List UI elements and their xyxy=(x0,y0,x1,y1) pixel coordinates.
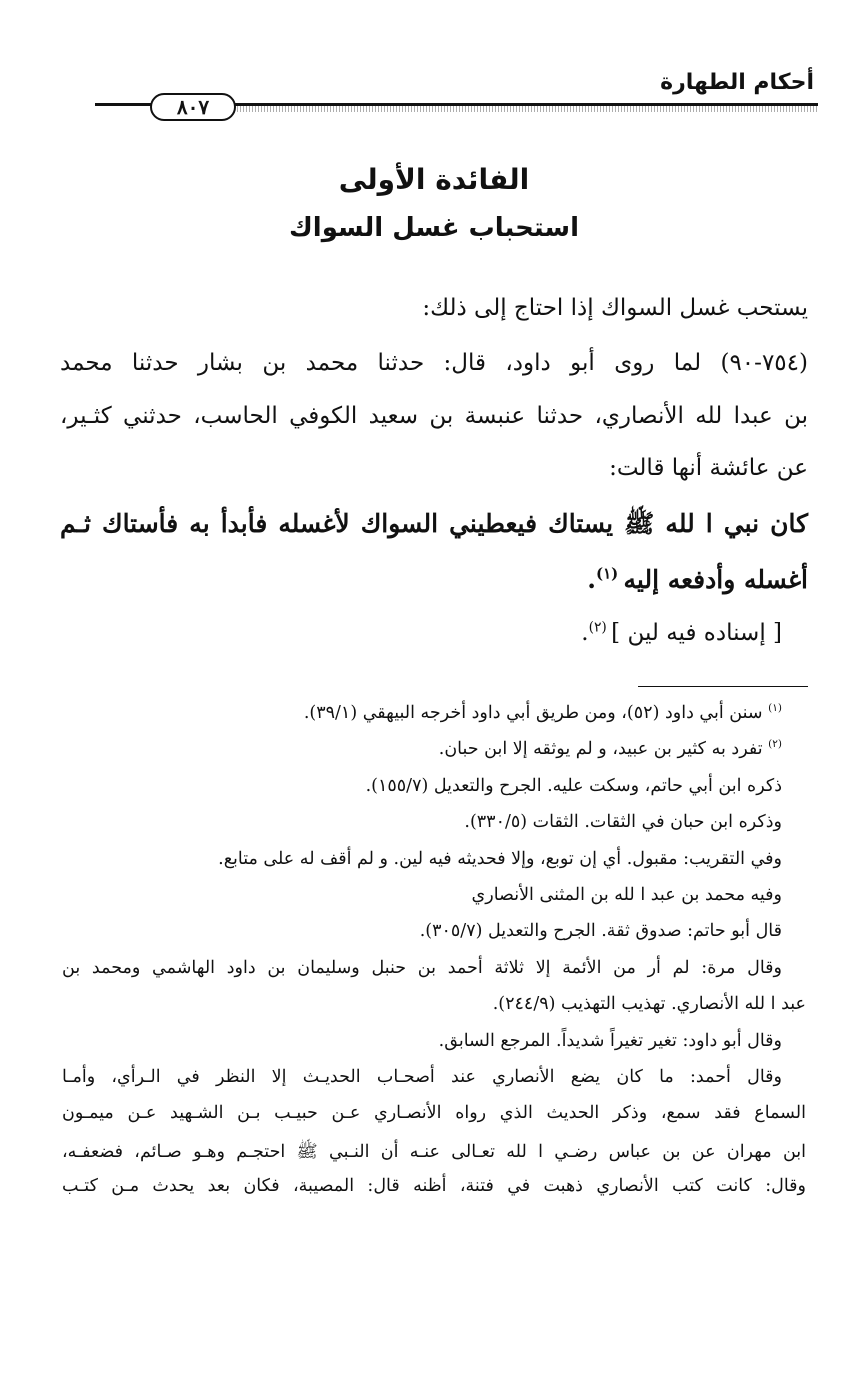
body-line-text: أغسله وأدفعه إليه xyxy=(623,565,808,594)
section-title: الفائدة الأولى xyxy=(338,163,530,196)
footnote-reference[interactable]: (٢) xyxy=(588,619,612,636)
body-line xyxy=(60,455,808,481)
footnote-line xyxy=(62,812,782,832)
footnote-text: وذكره ابن حبان في الثقات. الثقات (٣٣٠/٥). xyxy=(464,812,782,832)
body-line-text: (٧٥٤-٩٠) لما روى أبو داود، قال: حدثنا محمد بن بشار حدثنا محمد xyxy=(60,350,808,376)
footnote-rule xyxy=(638,686,808,687)
footnote-line xyxy=(62,1031,782,1051)
footnote-text: وقال أحمد: ما كان يضع الأنصاري عند أصحـاب الحديـث إلا النظر في الـرأي، وأمـا xyxy=(62,1067,782,1087)
body-line xyxy=(60,295,808,321)
footnote-text: ذكره ابن أبي حاتم، وسكت عليه. الجرح والتعديل (١٥٥/٧). xyxy=(365,776,782,796)
footnote-text: سنن أبي داود (٥٢)، ومن طريق أبي داود أخرجه البيهقي (٣٩/١). xyxy=(303,703,769,723)
footnote-line xyxy=(62,885,782,905)
footnote-line xyxy=(62,1176,806,1196)
footnote-line xyxy=(62,994,806,1014)
body-line-tail: . xyxy=(587,565,596,594)
footnote-text: وفي التقريب: مقبول. أي إن توبع، وإلا فحديثه فيه لين. و لم أقف له على متابع. xyxy=(218,849,782,869)
body-line-text: بن عبدا لله الأنصاري، حدثنا عنبسة بن سعيد الكوفي الحاسب، حدثني كثـير، xyxy=(60,403,808,429)
footnote-line xyxy=(62,776,782,796)
footnote-line xyxy=(62,921,782,941)
footnote-text: وقال مرة: لم أر من الأئمة إلا ثلاثة أحمد بن حنبل وسليمان بن داود الهاشمي ومحمد بن xyxy=(62,958,782,978)
footnote-line xyxy=(62,1140,806,1166)
footnote-line xyxy=(62,958,782,978)
footnote-line xyxy=(62,1103,806,1123)
footnote-line xyxy=(62,1067,782,1087)
body-line xyxy=(60,565,808,594)
footnote-text: تفرد به كثير بن عبيد، و لم يوثقه إلا ابن حبان. xyxy=(438,739,769,759)
footnote-text: وفيه محمد بن عبد ا لله بن المثنى الأنصاري xyxy=(471,885,782,905)
body-line xyxy=(60,350,808,376)
footnote-marker: (٢) xyxy=(768,738,782,751)
footnote-text: وقال أبو داود: تغير تغيراً شديداً. المرجع السابق. xyxy=(438,1031,782,1051)
footnote-marker: (١) xyxy=(768,702,782,715)
footnote-text: السماع فقد سمع، وذكر الحديث الذي رواه الأنصـاري عـن حبيـب بـن الشـهيد عـن ميمـون xyxy=(62,1103,806,1123)
section-subtitle: استحباب غسل السواك xyxy=(288,213,580,243)
footnote-line xyxy=(62,739,782,759)
body-line-text: يستحب غسل السواك إذا احتاج إلى ذلك: xyxy=(422,295,808,321)
footnote-line xyxy=(62,849,782,869)
body-line xyxy=(60,403,808,429)
body-line-tail: . xyxy=(581,620,589,646)
page-number: ٨٠٧ xyxy=(150,93,236,121)
footnote-text: قال أبو حاتم: صدوق ثقة. الجرح والتعديل (٣٠٥/٧). xyxy=(419,921,782,941)
running-title: أحكام الطهارة xyxy=(660,70,814,95)
body-line-text: عن عائشة أنها قالت: xyxy=(609,455,808,481)
body-line xyxy=(60,620,782,646)
header-hatch-ornament xyxy=(225,106,818,112)
body-line xyxy=(60,508,808,545)
footnote-reference[interactable]: (١) xyxy=(596,564,624,583)
footnote-line xyxy=(62,703,782,723)
footnote-text: ابن مهران عن بن عباس رضـي ا لله تعـالى عنـه أن النـبي ﷺ احتجـم وهـو صـائم، فضعفـه، xyxy=(62,1142,806,1162)
body-line-text: [ إسناده فيه لين ] xyxy=(611,620,782,646)
body-line-text: كان نبي ا لله ﷺ يستاك فيعطيني السواك لأغسله فأبدأ به فأستاك ثـم xyxy=(60,509,808,538)
footnote-text: عبد ا لله الأنصاري. تهذيب التهذيب (٢٤٤/٩). xyxy=(492,994,806,1014)
footnote-text: وقال: كانت كتب الأنصاري ذهبت في فتنة، أظنه قال: المصيبة، فكان بعد يحدث مـن كتـب xyxy=(62,1176,806,1196)
